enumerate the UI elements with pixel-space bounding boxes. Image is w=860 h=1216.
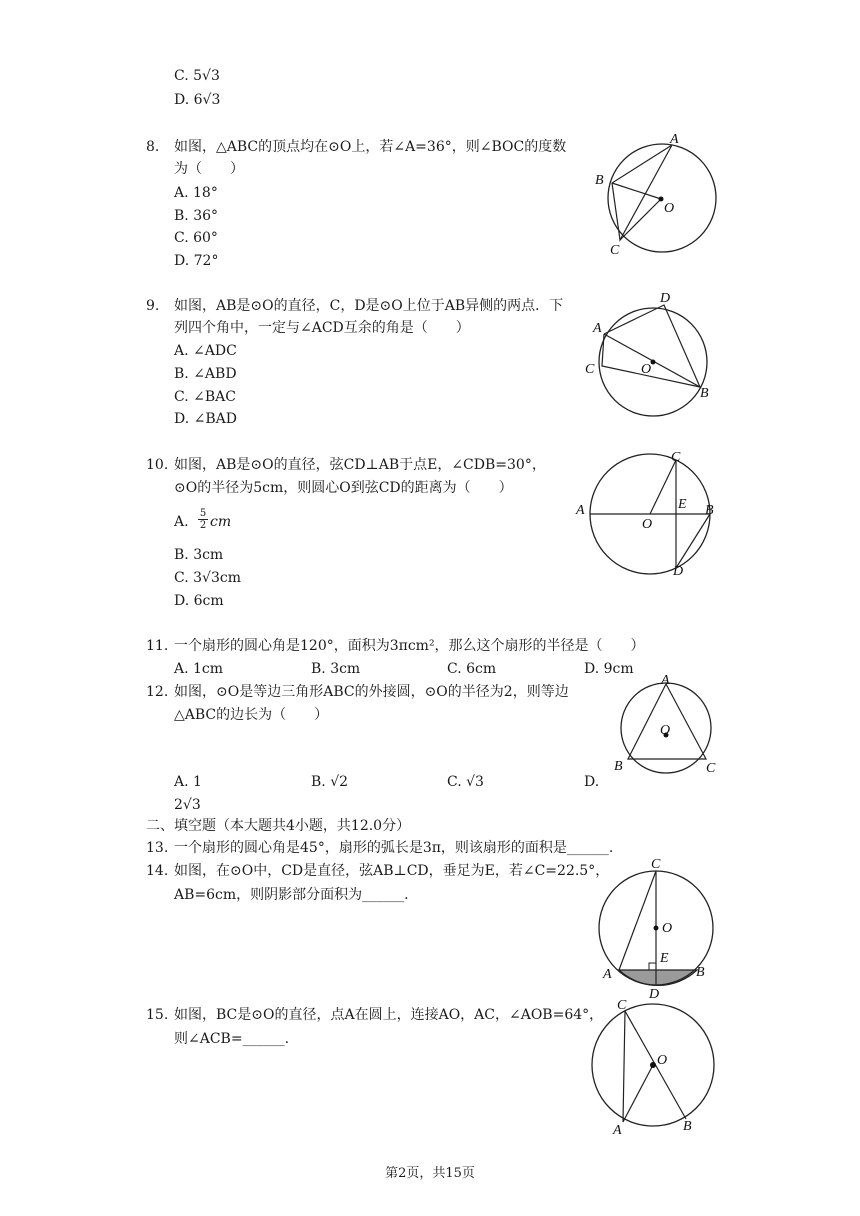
q8-stem-line2: 为（ ） — [174, 161, 244, 177]
q11-option-a: A. 1cm — [174, 661, 224, 677]
q12-label-c: C — [706, 761, 716, 776]
q14-right-angle-mark — [649, 963, 656, 970]
q9-option-a: A. ∠ADC — [174, 343, 237, 359]
q12-label-o: O — [660, 723, 671, 738]
q10-option-c: C. 3√3cm — [174, 570, 241, 586]
q13-number: 13. — [146, 840, 169, 856]
q15-segment-ao — [623, 1065, 653, 1122]
q10-label-b: B — [705, 503, 714, 518]
q11-number: 11. — [146, 638, 169, 654]
q9-label-c: C — [585, 362, 595, 377]
q11-option-d: D. 9cm — [584, 661, 634, 677]
q8-stem-line1: 如图，△ABC的顶点均在⊙O上，若∠A=36°，则∠BOC的度数 — [174, 139, 567, 155]
q11-option-b: B. 3cm — [311, 661, 361, 677]
q10-option-b: B. 3cm — [174, 547, 224, 563]
q12-stem-line1: 如图，⊙O是等边三角形ABC的外接圆，⊙O的半径为2，则等边 — [174, 684, 569, 700]
q15-stem-line2: 则∠ACB=______. — [174, 1031, 290, 1047]
q12-option-b: B. √2 — [311, 774, 349, 790]
q10-fraction-numerator: 5 — [199, 508, 207, 519]
q8-option-b: B. 36° — [174, 208, 219, 224]
q8-label-o: O — [664, 201, 675, 216]
q12-number: 12. — [146, 684, 169, 700]
q9-stem-line2: 列四个角中，一定与∠ACD互余的角是（ ） — [174, 320, 470, 336]
q14-stem-line2: AB=6cm，则阴影部分面积为______. — [174, 887, 409, 903]
q7-option-d: D. 6√3 — [174, 92, 221, 108]
q14-segment-ca — [619, 871, 656, 970]
q9-option-d: D. ∠BAD — [174, 411, 237, 427]
q10-number: 10. — [146, 457, 169, 473]
q7-option-c: C. 5√3 — [174, 68, 220, 84]
q10-option-d: D. 6cm — [174, 593, 224, 609]
section2-heading: 二、填空题（本大题共4小题，共12.0分） — [146, 818, 411, 834]
page-footer: 第2页，共15页 — [385, 1166, 475, 1181]
q12-label-a: A — [661, 673, 670, 688]
q15-label-o: O — [657, 1053, 668, 1068]
q10-stem-line1: 如图，AB是⊙O的直径，弦CD⊥AB于点E，∠CDB=30°， — [174, 457, 546, 473]
q13-stem-line1: 一个扇形的圆心角是45°，扇形的弧长是3π，则该扇形的面积是______. — [174, 840, 614, 856]
q8-label-c: C — [610, 243, 620, 258]
q12-triangle — [628, 684, 706, 759]
q9-label-d: D — [660, 291, 671, 306]
q12-option-d-value: 2√3 — [174, 797, 201, 813]
q10-label-a: A — [576, 503, 585, 518]
q8-option-d: D. 72° — [174, 253, 219, 269]
q12-stem-line2: △ABC的边长为（ ） — [174, 707, 329, 723]
q10-segment-oc — [650, 460, 676, 514]
q9-figure — [582, 290, 722, 420]
q9-label-a: A — [593, 321, 602, 336]
q8-segment-ob — [612, 183, 661, 199]
q8-option-a: A. 18° — [174, 185, 218, 201]
q15-chord-ca — [623, 1011, 625, 1122]
q8-option-c: C. 60° — [174, 230, 218, 246]
q14-label-c: C — [651, 857, 661, 872]
q12-label-b: B — [614, 759, 623, 774]
q14-figure — [590, 854, 720, 1004]
q15-center-dot — [650, 1062, 656, 1068]
q15-label-c: C — [617, 998, 627, 1013]
q14-stem-line1: 如图，在⊙O中，CD是直径，弦AB⊥CD，垂足为E，若∠C=22.5°， — [174, 863, 610, 879]
q14-label-e: E — [660, 951, 669, 966]
q10-segment-db — [676, 514, 710, 568]
q12-option-c: C. √3 — [447, 774, 484, 790]
q14-label-o: O — [662, 921, 673, 936]
q10-label-d: D — [673, 564, 684, 579]
q10-fraction-denominator: 2 — [199, 520, 207, 531]
q14-label-b: B — [696, 965, 705, 980]
q9-option-b: B. ∠ABD — [174, 366, 237, 382]
q10-figure — [572, 448, 722, 583]
q14-label-d: D — [649, 987, 660, 1002]
q10-option-a-prefix: A. — [174, 514, 189, 530]
q9-center-dot — [651, 360, 656, 365]
q9-option-c: C. ∠BAC — [174, 389, 236, 405]
q10-label-e: E — [678, 497, 687, 512]
q14-center-dot — [654, 926, 659, 931]
q10-option-a-unit: cm — [210, 514, 232, 530]
q11-stem-line1: 一个扇形的圆心角是120°，面积为3πcm²，那么这个扇形的半径是（ ） — [174, 638, 645, 654]
q10-option-a-fraction — [198, 508, 208, 531]
q15-stem-line1: 如图，BC是⊙O的直径，点A在圆上，连接AO，AC，∠AOB=64°， — [174, 1007, 604, 1023]
q9-label-b: B — [700, 386, 709, 401]
q8-segment-oc — [620, 199, 661, 240]
q9-label-o: O — [641, 362, 652, 377]
q15-number: 15. — [146, 1007, 169, 1023]
q9-stem-line1: 如图，AB是⊙O的直径，C，D是⊙O上位于AB异侧的两点．下 — [174, 298, 564, 314]
q8-label-b: B — [595, 173, 604, 188]
q15-label-a: A — [613, 1123, 622, 1138]
q15-figure — [585, 996, 725, 1141]
q10-label-o: O — [642, 517, 653, 532]
q10-stem-line2: ⊙O的半径为5cm，则圆心O到弦CD的距离为（ ） — [174, 480, 513, 496]
q12-figure — [608, 673, 728, 780]
q14-label-a: A — [603, 967, 612, 982]
q12-option-a: A. 1 — [174, 774, 202, 790]
q8-number: 8. — [146, 139, 160, 155]
q8-center-dot — [659, 197, 664, 202]
q8-label-a: A — [670, 132, 679, 147]
q10-label-c: C — [671, 450, 681, 465]
q15-label-b: B — [683, 1119, 692, 1134]
q14-number: 14. — [146, 863, 169, 879]
q9-number: 9. — [146, 298, 160, 314]
q11-option-c: C. 6cm — [447, 661, 497, 677]
q8-figure — [590, 130, 730, 260]
q12-option-d: D. — [584, 774, 600, 790]
q14-shaded-segment — [619, 970, 697, 985]
